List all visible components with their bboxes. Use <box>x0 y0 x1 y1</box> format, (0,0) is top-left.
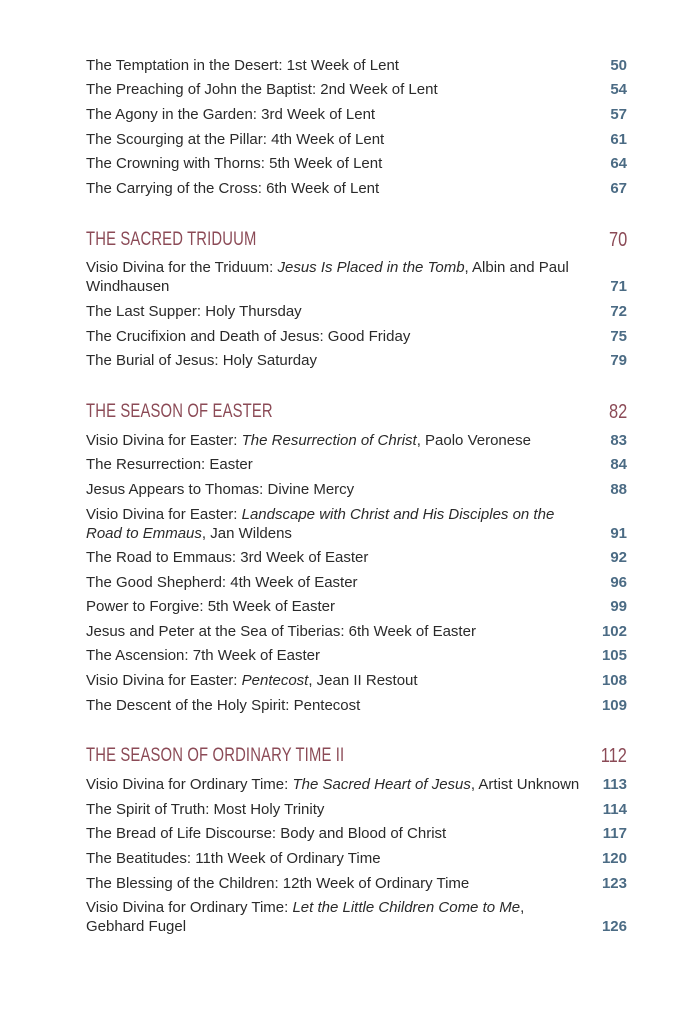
toc-entry-page-number: 50 <box>610 56 627 74</box>
toc-entry-page-number: 105 <box>601 647 627 665</box>
toc-entry-page-number: 120 <box>601 850 627 868</box>
toc-entry[interactable] <box>86 256 627 300</box>
toc-entry[interactable] <box>86 102 627 127</box>
toc-entry-page-number: 84 <box>610 456 627 474</box>
toc-entry-page-number: 109 <box>601 696 627 714</box>
toc-entry-page-number: 108 <box>601 672 627 690</box>
toc-entry-title <box>86 258 595 296</box>
entry-text: The Crucifixion and Death of Jesus: Good Friday <box>86 327 411 345</box>
toc-entry-title <box>86 154 595 173</box>
entry-text: Power to Forgive: 5th Week of Easter <box>86 598 336 616</box>
toc-entry-title <box>86 327 595 346</box>
entry-text: The Carrying of the Cross: 6th Week of Lent <box>86 179 380 197</box>
toc-section <box>86 742 627 939</box>
toc-entry[interactable] <box>86 477 627 502</box>
entry-text: The Beatitudes: 11th Week of Ordinary Time <box>86 850 381 868</box>
toc-entry-title <box>86 505 595 543</box>
toc-entry-page-number: 123 <box>601 874 627 892</box>
toc-entry[interactable] <box>86 348 627 373</box>
toc-entry[interactable] <box>86 428 627 453</box>
toc-entry-title <box>86 874 595 893</box>
toc-entry-page-number: 99 <box>610 598 627 616</box>
toc-entry-title <box>86 597 595 616</box>
toc-entry[interactable] <box>86 151 627 176</box>
entry-text: Visio Divina for the Triduum: <box>86 259 278 277</box>
toc-section <box>86 226 627 373</box>
toc-entry[interactable] <box>86 797 627 822</box>
toc-entry[interactable] <box>86 822 627 847</box>
toc-entry-title <box>86 455 595 474</box>
entry-text: The Road to Emmaus: 3rd Week of Easter <box>86 549 369 567</box>
entry-text: Visio Divina for Easter: <box>86 431 242 449</box>
section-heading[interactable] <box>86 398 627 426</box>
toc-entry[interactable] <box>86 502 627 546</box>
toc-entry-page-number: 92 <box>610 549 627 567</box>
entry-text: , Albin and Paul Windhausen <box>86 259 569 296</box>
toc-section <box>86 53 627 201</box>
toc-entry[interactable] <box>86 619 627 644</box>
table-of-contents <box>86 53 627 939</box>
toc-entry-title <box>86 898 595 936</box>
toc-entry-page-number: 64 <box>610 155 627 173</box>
toc-entry-page-number: 102 <box>601 622 627 640</box>
toc-entry-title <box>86 573 595 592</box>
toc-entry[interactable] <box>86 324 627 349</box>
toc-entry[interactable] <box>86 545 627 570</box>
toc-entry-title <box>86 130 595 149</box>
entry-text: The Scourging at the Pillar: 4th Week of Lent <box>86 130 385 148</box>
toc-entry[interactable] <box>86 570 627 595</box>
artwork-title: Landscape with Christ and His Disciples on the Road to Emmaus <box>86 505 555 542</box>
toc-entry-title <box>86 800 595 819</box>
toc-entry-page-number: 79 <box>610 352 627 370</box>
toc-entry-title <box>86 849 595 868</box>
toc-entry-page-number: 113 <box>602 776 627 794</box>
toc-entry[interactable] <box>86 127 627 152</box>
artwork-title: The Sacred Heart of Jesus <box>292 776 471 794</box>
entry-text: Visio Divina for Easter: <box>86 505 242 523</box>
toc-entry-page-number: 67 <box>610 179 627 197</box>
artwork-title: Let the Little Children Come to Me <box>292 899 521 917</box>
section-heading-page-number: 112 <box>600 745 627 768</box>
toc-entry-title <box>86 80 595 99</box>
toc-entry-title <box>86 824 595 843</box>
entry-text: The Agony in the Garden: 3rd Week of Lent <box>86 105 376 123</box>
entry-text: The Preaching of John the Baptist: 2nd Week of Lent <box>86 81 438 99</box>
toc-entry-title <box>86 775 595 794</box>
toc-entry[interactable] <box>86 668 627 693</box>
toc-section <box>86 398 627 718</box>
entry-text: The Last Supper: Holy Thursday <box>86 302 302 320</box>
toc-entry[interactable] <box>86 644 627 669</box>
entry-text: Jesus Appears to Thomas: Divine Mercy <box>86 480 355 498</box>
toc-entry-page-number: 91 <box>610 524 627 542</box>
entry-text: , Paolo Veronese <box>416 431 531 449</box>
toc-entry[interactable] <box>86 299 627 324</box>
section-heading-page-number: 82 <box>608 400 627 423</box>
artwork-title: Pentecost <box>241 672 309 690</box>
section-heading[interactable] <box>86 742 627 770</box>
toc-entry-page-number: 88 <box>610 480 627 498</box>
toc-entry[interactable] <box>86 693 627 718</box>
section-heading[interactable] <box>86 226 627 254</box>
entry-text: , Jean II Restout <box>308 672 418 690</box>
toc-entry-title <box>86 671 595 690</box>
entry-text: , Jan Wildens <box>201 524 292 542</box>
entry-text: Visio Divina for Ordinary Time: <box>86 776 293 794</box>
entry-text: The Descent of the Holy Spirit: Pentecost <box>86 696 361 714</box>
entry-text: The Temptation in the Desert: 1st Week of Lent <box>86 56 399 74</box>
entry-text: Jesus and Peter at the Sea of Tiberias: 6th Week of Easter <box>86 622 476 640</box>
toc-entry[interactable] <box>86 871 627 896</box>
toc-entry[interactable] <box>86 53 627 78</box>
artwork-title: The Resurrection of Christ <box>241 431 417 449</box>
entry-text: Visio Divina for Ordinary Time: <box>86 899 293 917</box>
toc-entry-page-number: 117 <box>602 825 627 843</box>
entry-text: The Burial of Jesus: Holy Saturday <box>86 352 317 370</box>
toc-entry[interactable] <box>86 176 627 201</box>
toc-entry[interactable] <box>86 78 627 103</box>
toc-entry[interactable] <box>86 772 627 797</box>
section-heading-title: THE SEASON OF EASTER <box>86 400 273 422</box>
toc-entry-title <box>86 105 595 124</box>
section-heading-title: THE SACRED TRIDUUM <box>86 228 257 250</box>
artwork-title: Jesus Is Placed in the Tomb <box>277 259 465 277</box>
toc-entry-page-number: 83 <box>610 431 627 449</box>
toc-entry-title <box>86 646 595 665</box>
toc-entry-page-number: 96 <box>610 573 627 591</box>
entry-text: The Good Shepherd: 4th Week of Easter <box>86 573 358 591</box>
toc-entry-page-number: 72 <box>610 302 627 320</box>
toc-entry-page-number: 54 <box>610 81 627 99</box>
toc-entry[interactable] <box>86 846 627 871</box>
entry-text: , Gebhard Fugel <box>86 899 525 936</box>
toc-entry[interactable] <box>86 895 627 939</box>
entry-text: The Blessing of the Children: 12th Week of Ordinary Time <box>86 874 470 892</box>
toc-entry-page-number: 75 <box>610 327 627 345</box>
entry-text: The Bread of Life Discourse: Body and Blood of Christ <box>86 825 447 843</box>
entry-text: Visio Divina for Easter: <box>86 672 242 690</box>
section-heading-title: THE SEASON OF ORDINARY TIME II <box>86 745 345 767</box>
toc-entry-title <box>86 548 595 567</box>
toc-entry-page-number: 126 <box>601 918 627 936</box>
toc-entry-title <box>86 56 595 75</box>
toc-entry-title <box>86 480 595 499</box>
toc-entry-page-number: 114 <box>602 800 627 818</box>
toc-entry[interactable] <box>86 595 627 620</box>
toc-entry-title <box>86 302 595 321</box>
section-heading-page-number: 70 <box>608 228 627 251</box>
entry-text: The Ascension: 7th Week of Easter <box>86 647 321 665</box>
toc-entry-page-number: 57 <box>610 105 627 123</box>
toc-entry-page-number: 61 <box>610 130 627 148</box>
entry-text: The Spirit of Truth: Most Holy Trinity <box>86 800 325 818</box>
toc-entry[interactable] <box>86 453 627 478</box>
entry-text: , Artist Unknown <box>470 776 580 794</box>
toc-entry-title <box>86 179 595 198</box>
entry-text: The Crowning with Thorns: 5th Week of Lent <box>86 155 383 173</box>
toc-entry-title <box>86 622 595 641</box>
toc-entry-title <box>86 431 595 450</box>
entry-text: The Resurrection: Easter <box>86 456 253 474</box>
toc-entry-title <box>86 696 595 715</box>
toc-entry-page-number: 71 <box>610 278 627 296</box>
toc-entry-title <box>86 351 595 370</box>
